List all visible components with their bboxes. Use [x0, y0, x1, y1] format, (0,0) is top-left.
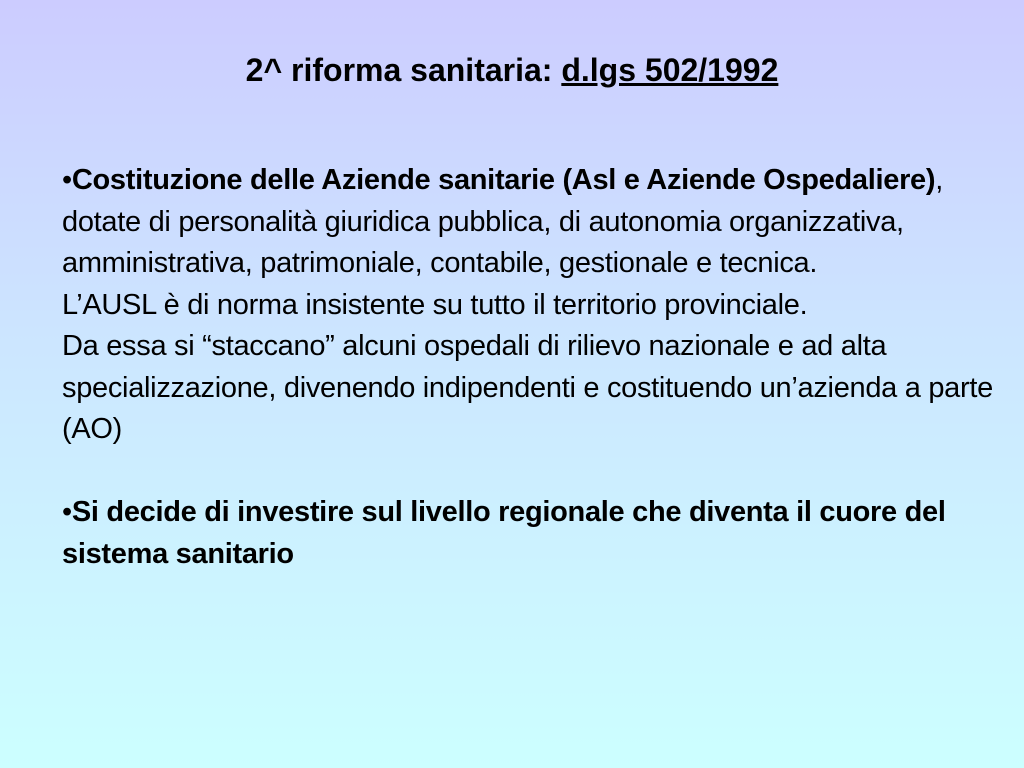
- slide-body: [62, 160, 1012, 575]
- bullet-bold-text: Costituzione delle Aziende sanitarie (Asl e Aziende Ospedaliere): [71, 164, 936, 196]
- title-decree-reference: d.lgs 502/1992: [561, 52, 779, 88]
- title-prefix: 2^ riforma sanitaria:: [245, 52, 562, 88]
- bullet-text: , dotate di personalità giuridica pubblica, di autonomia organizzativa, amministrativa, patrimoniale, contabile, gestionale e tecnica.: [62, 164, 943, 279]
- paragraph-ausl: L’AUSL è di norma insistente su tutto il territorio provinciale.: [62, 288, 808, 321]
- paragraph-ospedali: Da essa si “staccano” alcuni ospedali di rilievo nazionale e ad alta specializzazione, divenendo indipendenti e costituendo un’azienda a parte (AO): [62, 330, 993, 445]
- bullet-marker: •: [62, 164, 72, 196]
- bullet-bold-text: Si decide di investire sul livello regionale che diventa il cuore del sistema sanitario: [62, 496, 946, 570]
- slide-title: [0, 48, 1024, 92]
- bullet-marker: •: [62, 496, 72, 528]
- bullet-item-regionale: [62, 492, 1012, 575]
- spacer: [62, 451, 1012, 493]
- bullet-item-aziende: [62, 160, 1012, 285]
